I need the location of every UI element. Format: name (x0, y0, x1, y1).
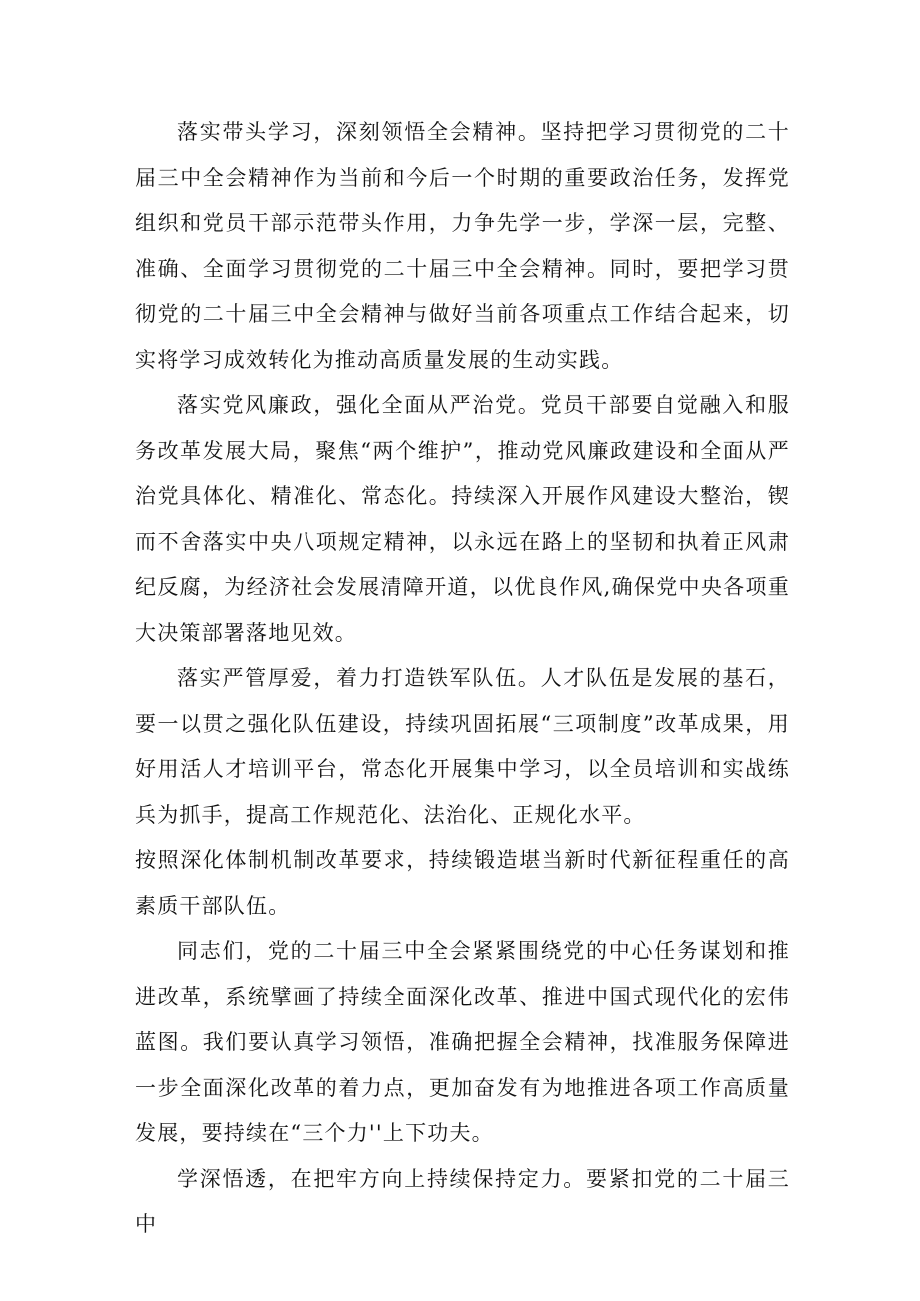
paragraph-team-building: 落实严管厚爱，着力打造铁军队伍。人才队伍是发展的基石，要一以贯之强化队伍建设，持续巩固拓展“三项制度”改革成果，用好用活人才培训平台，常态化开展集中学习，以全员培训和实战练兵为抓手，提高工作规范化、法治化、正规化水平。 (135, 666, 790, 827)
document-body (135, 110, 790, 1248)
paragraph-comrades: 同志们，党的二十届三中全会紧紧围绕党的中心任务谋划和推进改革，系统擘画了持续全面深化改革、推进中国式现代化的宏伟蓝图。我们要认真学习领悟，准确把握全会精神，找准服务保障进一步全面深化改革的着力点，更加奋发有为地推进各项工作高质量发展，要持续在“三个力''上下功夫。 (135, 939, 790, 1145)
paragraph-party-integrity: 落实党风廉政，强化全面从严治党。党员干部要自觉融入和服务改革发展大局，聚焦“两个维护”，推动党风廉政建设和全面从严治党具体化、精准化、常态化。持续深入开展作风建设大整治，锲而不舍落实中央八项规定精神，以永远在路上的坚韧和执着正风肃纪反腐，为经济社会发展清障开道，以优良作风,确保党中央各项重大决策部署落地见效。 (135, 393, 790, 645)
paragraph-direction: 学深悟透，在把牢方向上持续保持定力。要紧扣党的二十届三中 (135, 1166, 790, 1236)
paragraph-study-lead: 落实带头学习，深刻领悟全会精神。坚持把学习贯彻党的二十届三中全会精神作为当前和今后一个时期的重要政治任务，发挥党组织和党员干部示范带头作用，力争先学一步，学深一层，完整、准确、全面学习贯彻党的二十届三中全会精神。同时，要把学习贯彻党的二十届三中全会精神与做好当前各项重点工作结合起来，切实将学习成效转化为推动高质量发展的生动实践。 (135, 120, 790, 372)
paragraph-reform-cadres: 按照深化体制机制改革要求，持续锻造堪当新时代新征程重任的高素质干部队伍。 (135, 848, 790, 918)
